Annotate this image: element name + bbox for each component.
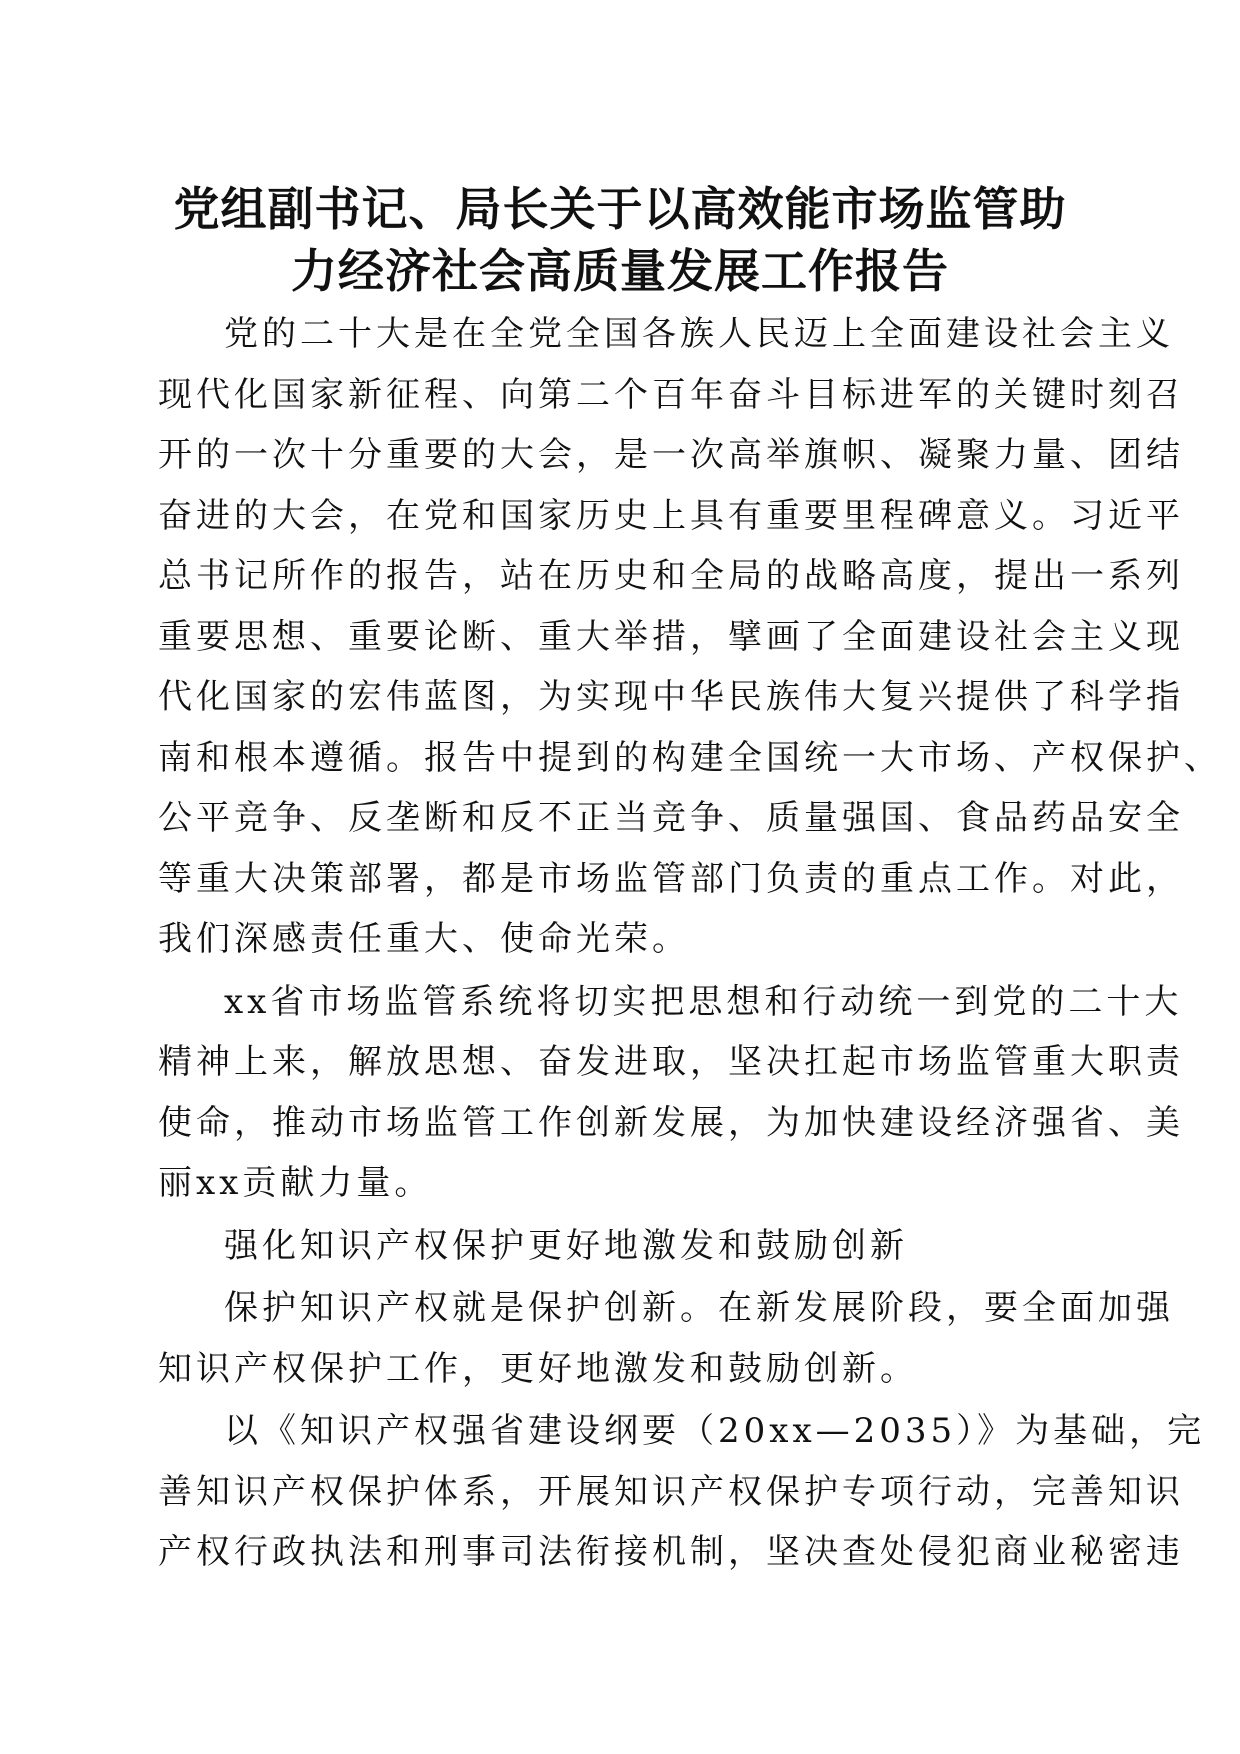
text-line: 奋进的大会，在党和国家历史上具有重要里程碑意义。习近平	[158, 495, 1184, 536]
title-line-2: 力经济社会高质量发展工作报告	[291, 244, 949, 298]
text-line: 产权行政执法和刑事司法衔接机制，坚决查处侵犯商业秘密违	[158, 1532, 1184, 1572]
paragraph-ip-system	[158, 1401, 1206, 1583]
text-line: 现代化国家新征程、向第二个百年奋斗目标进军的关键时刻召	[158, 374, 1184, 415]
document-body	[158, 304, 1222, 1583]
text-line: 使命，推动市场监管工作创新发展，为加快建设经济强省、美	[158, 1102, 1184, 1143]
text-line: 代化国家的宏伟蓝图，为实现中华民族伟大复兴提供了科学指	[158, 677, 1184, 717]
text-line: 精神上来，解放思想、奋发进取，坚决扛起市场监管重大职责	[158, 1042, 1184, 1082]
section-heading	[158, 1216, 1082, 1277]
text-line: xx省市场监管系统将切实把思想和行动统一到党的二十大	[224, 981, 1183, 1022]
text-line: 总书记所作的报告，站在历史和全局的战略高度，提出一系列	[158, 556, 1184, 596]
text-line: 党的二十大是在全党全国各族人民迈上全面建设社会主义	[224, 314, 1174, 354]
text-line: 知识产权保护工作，更好地激发和鼓励创新。	[158, 1348, 918, 1389]
text-line: 强化知识产权保护更好地激发和鼓励创新	[224, 1225, 908, 1266]
text-line: 以《知识产权强省建设纲要（20xx—2035）》为基础，完	[224, 1411, 1206, 1451]
text-line: 保护知识产权就是保护创新。在新发展阶段，要全面加强	[224, 1288, 1174, 1328]
text-line: 善知识产权保护体系，开展知识产权保护专项行动，完善知识	[158, 1471, 1184, 1512]
text-line: 我们深感责任重大、使命光荣。	[158, 919, 690, 959]
text-line: 开的一次十分重要的大会，是一次高举旗帜、凝聚力量、团结	[158, 435, 1184, 475]
text-line: 公平竞争、反垄断和反不正当竞争、质量强国、食品药品安全	[158, 798, 1184, 838]
document-title	[150, 178, 1090, 302]
title-line-1: 党组副书记、局长关于以高效能市场监管助	[173, 182, 1067, 236]
paragraph-intro	[158, 304, 1222, 970]
paragraph-ip-protection	[158, 1278, 1174, 1399]
text-line: 等重大决策部署，都是市场监管部门负责的重点工作。对此，	[158, 858, 1184, 899]
text-line: 丽xx贡献力量。	[158, 1163, 433, 1203]
paragraph-commitment	[158, 972, 1184, 1214]
text-line: 重要思想、重要论断、重大举措，擘画了全面建设社会主义现	[158, 616, 1184, 657]
text-line: 南和根本遵循。报告中提到的构建全国统一大市场、产权保护、	[158, 737, 1222, 778]
